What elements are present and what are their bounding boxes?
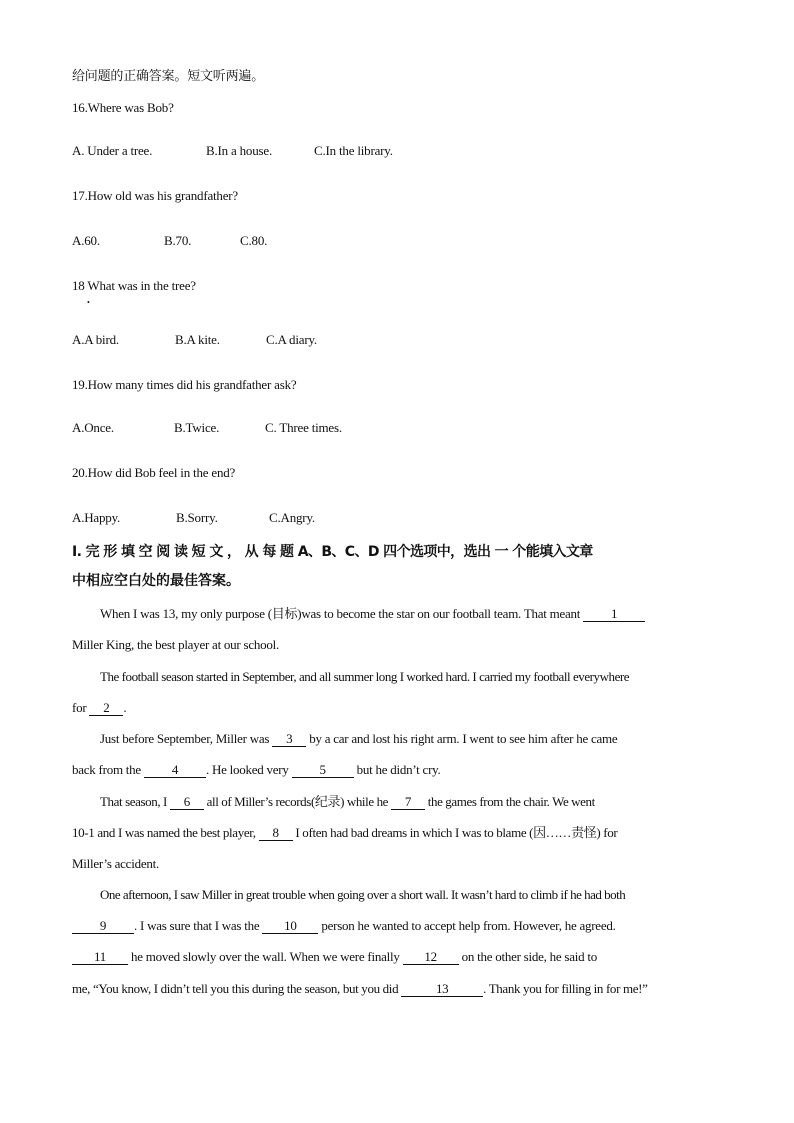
- passage-text: When I was 13, my only purpose (目标)was to become the star on our football team. That meant: [100, 606, 584, 621]
- option-a: A.60.: [72, 233, 100, 248]
- passage-text: 10-1 and I was named the best player,: [72, 825, 259, 840]
- blank-10: 10: [262, 919, 318, 934]
- passage-line: One afternoon, I saw Miller in great trouble when going over a short wall. It wasn’t hard to climb if he had both: [100, 887, 626, 902]
- blank-8: 8: [259, 826, 293, 841]
- option-b: B.Twice.: [174, 420, 220, 435]
- passage-line: [72, 606, 750, 622]
- option-a: A.A bird.: [72, 332, 119, 347]
- passage-text: That season, I: [100, 794, 170, 809]
- question-20: 20.How did Bob feel in the end?: [72, 465, 236, 480]
- passage-line: [72, 731, 750, 747]
- option-b: B.A kite.: [175, 332, 220, 347]
- section-title-line-1: I. 完 形 填 空 阅 读 短 文 ， 从 每 题 A、B、C、D 四个选项中，选出 一 个能填入文章: [72, 544, 593, 560]
- blank-3: 3: [272, 732, 306, 747]
- option-c: C.A diary.: [266, 332, 317, 347]
- passage-text: but he didn’t cry.: [353, 762, 441, 777]
- passage-text: . Thank you for filling in for me!”: [483, 981, 648, 996]
- passage-text: me, “You know, I didn’t tell you this during the season, but you did: [72, 981, 402, 996]
- blank-4: 4: [144, 763, 206, 778]
- passage-line: [72, 918, 722, 934]
- passage-line: Miller’s accident.: [72, 856, 159, 871]
- passage-line: The football season started in September, and all summer long I worked hard. I carried my football everywhere: [100, 669, 630, 684]
- passage-text: he moved slowly over the wall. When we were finally: [128, 949, 403, 964]
- passage-text: Just before September, Miller was: [100, 731, 273, 746]
- passage-line: [72, 762, 722, 778]
- passage-text: for: [72, 700, 90, 715]
- option-c: C.Angry.: [269, 510, 315, 525]
- passage-text: on the other side, he said to: [458, 949, 597, 964]
- listening-instruction: 给问题的正确答案。短文听两遍。: [72, 68, 265, 83]
- blank-9: 9: [72, 919, 134, 934]
- passage-line: [72, 825, 722, 841]
- passage-line: [72, 949, 722, 965]
- option-b: B.70.: [164, 233, 192, 248]
- blank-7: 7: [391, 795, 425, 810]
- option-a: A.Happy.: [72, 510, 121, 525]
- passage-line: [72, 981, 722, 997]
- blank-6: 6: [170, 795, 204, 810]
- passage-text: person he wanted to accept help from. However, he agreed.: [318, 918, 616, 933]
- blank-13: 13: [401, 982, 483, 997]
- section-title-line-2: 中相应空白处的最佳答案。: [72, 573, 240, 589]
- blank-11: 11: [72, 950, 128, 965]
- option-a: A.Once.: [72, 420, 114, 435]
- stray-dot: •: [87, 298, 90, 307]
- passage-line: Miller King, the best player at our school.: [72, 637, 279, 652]
- passage-text: back from the: [72, 762, 144, 777]
- option-c: C.80.: [240, 233, 268, 248]
- blank-5: 5: [292, 763, 354, 778]
- option-c: C. Three times.: [265, 420, 342, 435]
- passage-line: [72, 794, 750, 810]
- passage-text: all of Miller’s records(纪录) while he: [203, 794, 391, 809]
- blank-12: 12: [403, 950, 459, 965]
- question-19: 19.How many times did his grandfather ask?: [72, 377, 297, 392]
- option-c: C.In the library.: [314, 143, 393, 158]
- option-a: A. Under a tree.: [72, 143, 153, 158]
- passage-text: .: [123, 700, 127, 715]
- passage-text: . I was sure that I was the: [134, 918, 263, 933]
- blank-2: 2: [89, 701, 123, 716]
- passage-text: I often had bad dreams in which I was to blame (因……责怪) for: [292, 825, 618, 840]
- question-17: 17.How old was his grandfather?: [72, 188, 239, 203]
- passage-text: the games from the chair. We went: [424, 794, 595, 809]
- passage-text: . He looked very: [205, 762, 292, 777]
- option-b: B.Sorry.: [176, 510, 218, 525]
- question-16: 16.Where was Bob?: [72, 100, 174, 115]
- blank-1: 1: [583, 607, 645, 622]
- passage-line: [72, 700, 722, 716]
- option-b: B.In a house.: [206, 143, 272, 158]
- passage-text: by a car and lost his right arm. I went to see him after he came: [306, 731, 618, 746]
- question-18: 18 What was in the tree?: [72, 278, 196, 293]
